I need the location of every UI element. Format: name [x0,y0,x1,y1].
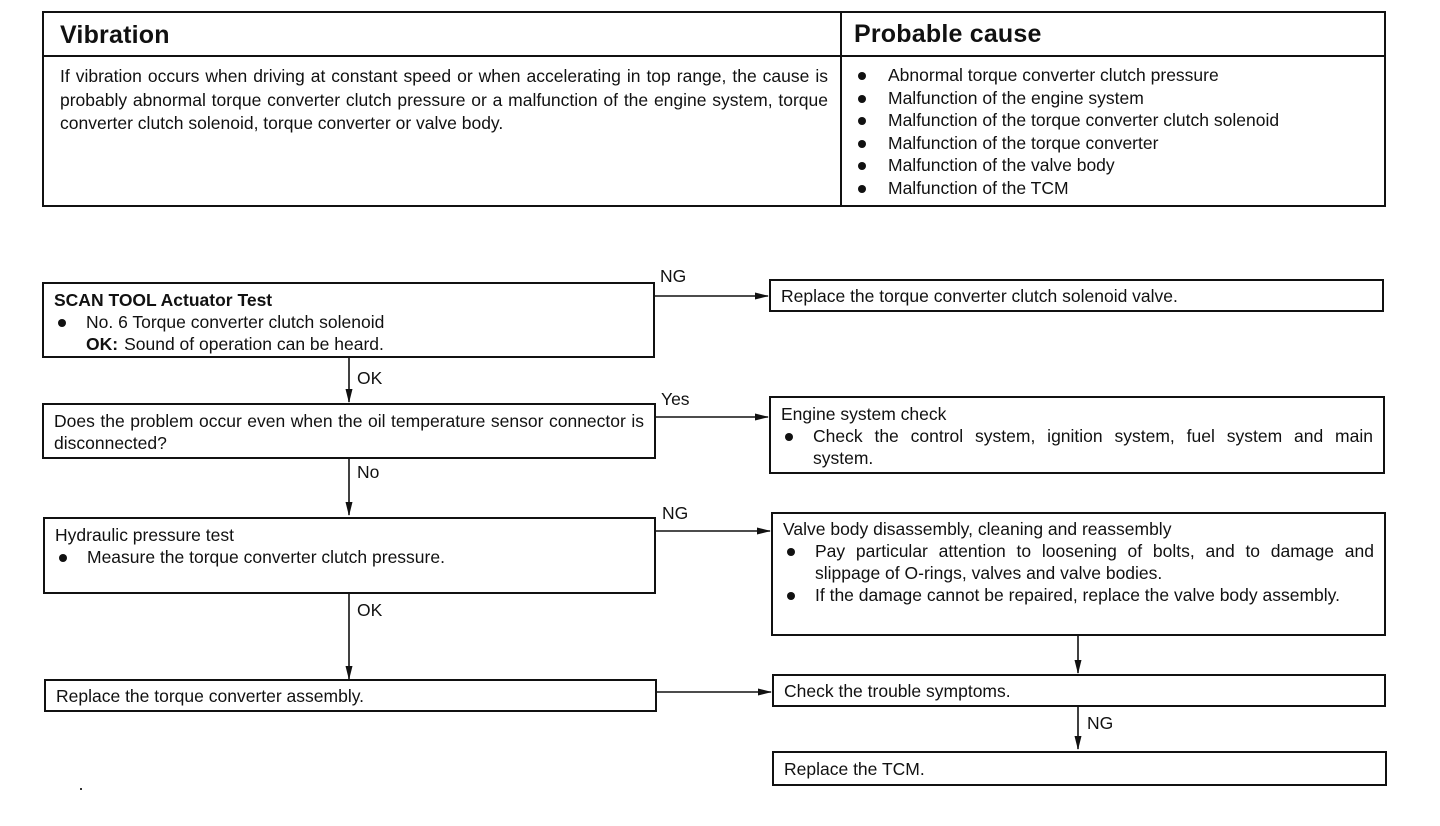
box-replace-solenoid-valve [769,279,1384,312]
label-ng-step1: NG [660,266,687,286]
scan-speck [80,788,82,790]
box-replace-torque-converter [44,679,657,712]
hydraulic-pressure-test-title: Hydraulic pressure test [55,525,234,545]
box-oil-temp-question [42,403,656,459]
cause-item: Malfunction of the engine system [856,87,1279,110]
valve-body-service-bullet: Pay particular attention to loosening of bolts, and to damage and slippage of O-rings, valves and valve bodies. [783,540,1374,584]
hydraulic-pressure-test-bullet: Measure the torque converter clutch pressure. [55,546,644,568]
engine-system-check-bullets [781,425,1373,469]
oil-temp-question-text: Does the problem occur even when the oil temperature sensor connector is disconnected? [54,411,644,453]
valve-body-service-title: Valve body disassembly, cleaning and reassembly [783,519,1172,539]
symptom-description: If vibration occurs when driving at constant speed or when accelerating in top range, the cause is probably abnormal torque converter clutch pressure or a malfunction of the engine system, torque converter clutch solenoid, torque converter or valve body. [60,66,828,133]
scan-tool-test-title: SCAN TOOL Actuator Test [54,290,273,310]
scan-tool-ok-line [54,333,643,355]
valve-body-service-bullet: If the damage cannot be repaired, replace the valve body assembly. [783,584,1374,606]
hydraulic-pressure-test-bullets [55,546,644,568]
valve-body-service-bullets [783,540,1374,606]
engine-system-check-bullet: Check the control system, ignition system, fuel system and main system. [781,425,1373,469]
engine-system-check-title: Engine system check [781,404,947,424]
cause-item: Malfunction of the TCM [856,177,1279,200]
ok-criteria-label: OK: [86,334,119,354]
header-probable-cause: Probable cause [854,20,1042,48]
label-no-step2: No [357,462,380,482]
scan-tool-test-bullets [54,311,643,333]
replace-solenoid-valve-text: Replace the torque converter clutch solenoid valve. [781,286,1178,306]
box-replace-tcm [772,751,1387,786]
header-vibration: Vibration [60,21,170,49]
box-hydraulic-pressure-test [43,517,656,594]
replace-tcm-text: Replace the TCM. [784,759,925,779]
ok-criteria-text: Sound of operation can be heard. [124,334,384,354]
label-ok-step3: OK [357,600,383,620]
replace-torque-converter-text: Replace the torque converter assembly. [56,686,365,706]
cause-item: Malfunction of the torque converter [856,132,1279,155]
box-engine-system-check [769,396,1385,474]
box-check-trouble-symptoms [772,674,1386,707]
cause-item: Malfunction of the valve body [856,154,1279,177]
box-valve-body-service [771,512,1386,636]
label-ng-check: NG [1087,713,1114,733]
label-yes-step2: Yes [661,389,690,409]
cause-item: Malfunction of the torque converter clutch solenoid [856,109,1279,132]
label-ng-step3: NG [662,503,689,523]
check-trouble-symptoms-text: Check the trouble symptoms. [784,681,1011,701]
scan-tool-test-bullet: No. 6 Torque converter clutch solenoid [54,311,643,333]
cause-item: Abnormal torque converter clutch pressure [856,64,1279,87]
label-ok-step1: OK [357,368,383,388]
box-scan-tool-test [42,282,655,358]
